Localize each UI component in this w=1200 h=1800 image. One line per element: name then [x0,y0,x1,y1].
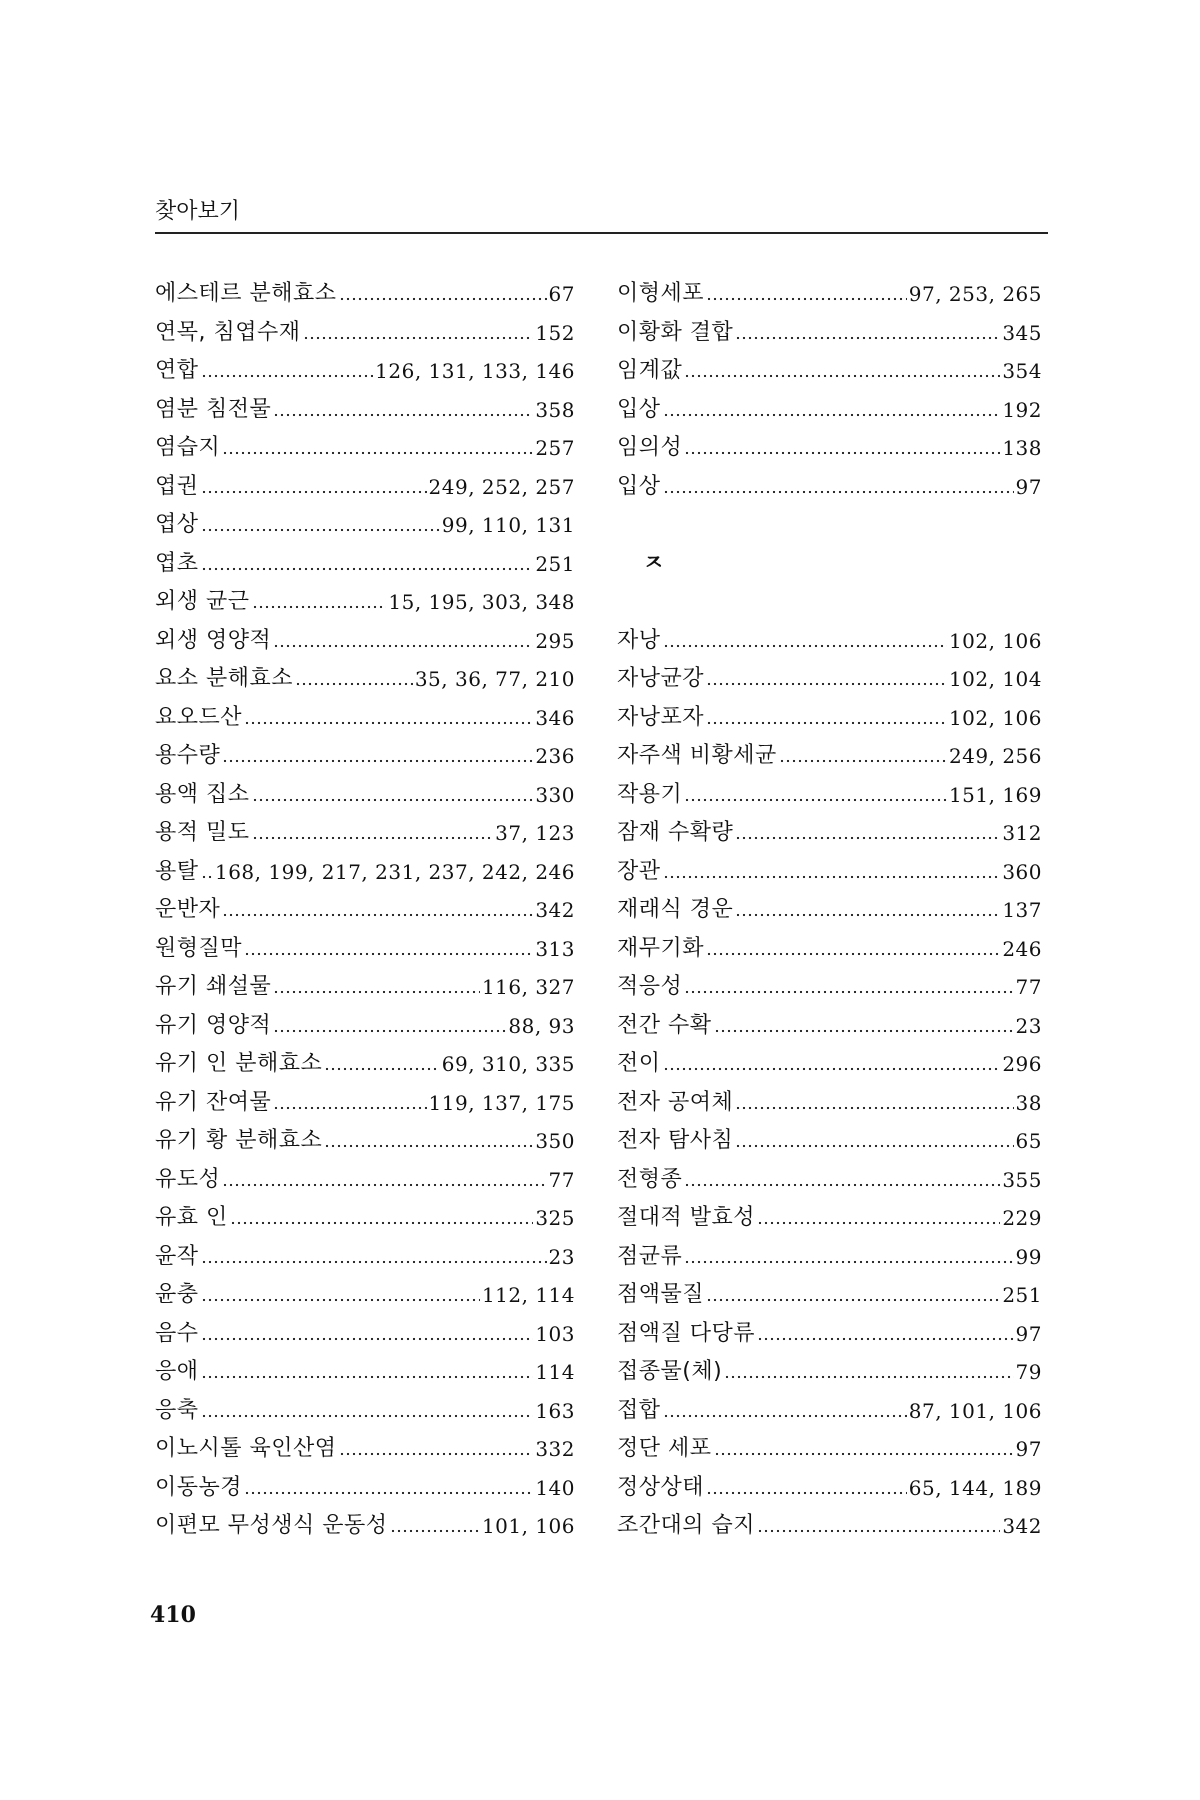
index-term: 원형질막 [155,935,243,961]
index-pages: 97, 253, 265 [908,282,1042,306]
index-entry [617,1007,1042,1046]
index-entry [617,853,1042,892]
index-pages: 97 [1015,1437,1042,1461]
index-pages: 295 [535,628,575,653]
dot-leader [735,1106,1013,1110]
dot-leader [201,1414,534,1418]
index-term: 자주색 비황세균 [617,743,777,768]
dot-leader [714,1029,1014,1033]
dot-leader [273,990,480,994]
dot-leader [244,721,533,725]
index-pages: 97 [1015,474,1042,499]
index-term: 재무기화 [617,935,705,961]
index-pages: 99 [1015,1244,1042,1269]
index-entry [155,814,575,853]
index-term: 유기 쇄설물 [155,974,272,999]
index-pages: 23 [1015,1013,1042,1038]
index-pages: 114 [535,1360,575,1384]
index-entry [617,391,1042,430]
index-entry [155,1084,575,1123]
index-term: 용수량 [155,743,221,768]
index-pages: 79 [1015,1360,1042,1384]
index-entry [155,776,575,815]
dot-leader [779,759,947,763]
index-entry [617,814,1042,853]
dot-leader [303,336,534,340]
index-term: 외생 균근 [155,589,250,614]
index-term: 조간대의 습지 [617,1513,756,1538]
dot-leader [244,952,533,956]
index-entry [617,352,1042,391]
index-term: 연합 [155,358,199,383]
index-term: 운반자 [155,897,221,922]
dot-leader [684,798,947,802]
dot-leader [339,1452,534,1456]
index-entry [155,506,575,545]
index-pages: 251 [1002,1283,1042,1307]
index-pages: 152 [535,320,575,345]
index-term: 응애 [155,1359,199,1384]
index-term: 입상 [617,473,661,499]
dot-leader [663,1414,907,1418]
index-term: 염습지 [155,435,221,460]
dot-leader [222,1183,546,1187]
index-term: 전형종 [617,1166,683,1192]
dot-leader [324,1144,533,1148]
dot-leader [706,1491,907,1495]
dot-leader [706,952,1000,956]
index-entry [155,1469,575,1508]
page-title: 찾아보기 [155,199,241,224]
index-term: 윤작 [155,1243,199,1269]
index-entry [155,391,575,430]
index-pages: 35, 36, 77, 210 [414,667,575,691]
dot-leader [201,490,427,494]
index-entry [155,1161,575,1200]
index-entry [617,275,1042,314]
dot-leader [663,1067,1001,1071]
index-entry [617,968,1042,1007]
index-pages: 345 [1002,320,1042,345]
index-term: 적응성 [617,974,683,999]
index-pages: 313 [535,936,575,961]
index-entry [155,1199,575,1238]
index-entry [617,1045,1042,1084]
dot-leader [324,1067,440,1071]
index-entry [617,468,1042,507]
dot-leader [201,1260,547,1264]
index-pages: 257 [535,436,575,460]
index-entry [617,622,1042,661]
index-entry [617,930,1042,969]
index-entry [155,275,575,314]
index-pages: 23 [548,1244,575,1269]
index-pages: 77 [1015,975,1042,999]
index-pages: 99, 110, 131 [441,513,575,537]
index-pages: 65, 144, 189 [908,1475,1042,1500]
index-pages: 332 [535,1437,575,1461]
index-pages: 65 [1015,1129,1042,1153]
index-term: 유기 황 분해효소 [155,1128,323,1153]
index-entry [155,583,575,622]
dot-leader [222,913,533,917]
index-entry [617,429,1042,468]
index-term: 이노시톨 육인산염 [155,1436,337,1461]
index-term: 접종물(체) [617,1359,723,1384]
index-entry [155,1430,575,1469]
index-term: 자낭균강 [617,666,705,691]
index-term: 이편모 무성생식 운동성 [155,1513,388,1538]
index-entry [617,1238,1042,1277]
dot-leader [244,1491,533,1495]
dot-leader [222,451,533,455]
index-pages: 102, 104 [948,667,1042,691]
blank-line [617,583,1042,622]
index-entry [617,1122,1042,1161]
index-pages: 346 [535,705,575,730]
index-pages: 15, 195, 303, 348 [388,590,575,614]
dot-leader [757,1337,1014,1341]
index-entry [155,1238,575,1277]
index-term: 유효 인 [155,1205,228,1230]
index-pages: 229 [1002,1206,1042,1230]
dot-leader [273,644,533,648]
page-number: 410 [150,1602,196,1628]
index-entry [617,891,1042,930]
index-pages: 251 [535,551,575,576]
dot-leader [201,1337,534,1341]
dot-leader [201,374,374,378]
index-entry [617,660,1042,699]
dot-leader [724,1375,1013,1379]
index-term: 이형세포 [617,281,705,306]
dot-leader [714,1452,1014,1456]
index-term: 유기 인 분해효소 [155,1051,323,1076]
index-entry [155,1122,575,1161]
dot-leader [230,1221,534,1225]
index-entry [155,352,575,391]
dot-leader [252,605,387,609]
dot-leader [684,1260,1013,1264]
dot-leader [706,1298,1000,1302]
index-entry [617,1430,1042,1469]
index-term: 전자 공여체 [617,1089,734,1115]
index-term: 엽권 [155,473,199,499]
index-group-bottom [617,622,1042,1546]
index-entry [155,1045,575,1084]
index-term: 잠재 수확량 [617,820,734,845]
index-entry [617,1276,1042,1315]
index-pages: 67 [548,282,575,306]
dot-leader [201,1375,534,1379]
index-term: 연목, 침엽수재 [155,319,301,345]
index-term: 유기 잔여물 [155,1089,272,1115]
index-pages: 330 [535,782,575,807]
index-term: 엽초 [155,550,199,576]
dot-leader [201,528,440,532]
dot-leader [273,413,533,417]
index-pages: 77 [548,1167,575,1192]
index-term: 재래식 경운 [617,897,734,922]
index-column-left [155,275,575,1546]
index-pages: 138 [1002,436,1042,460]
index-pages: 236 [535,744,575,768]
index-entry [155,891,575,930]
dot-leader [663,644,947,648]
index-term: 응축 [155,1397,199,1423]
index-entry [155,968,575,1007]
index-entry [155,1007,575,1046]
dot-leader [757,1221,1000,1225]
index-entry [617,776,1042,815]
index-entry [617,1161,1042,1200]
index-term: 엽상 [155,512,199,537]
dot-leader [273,1106,426,1110]
index-pages: 192 [1002,397,1042,422]
dot-leader [684,990,1013,994]
dot-leader [735,336,1000,340]
index-pages: 97 [1015,1321,1042,1346]
index-term: 전자 탐사침 [617,1128,734,1153]
dot-leader [201,1298,480,1302]
index-pages: 358 [535,397,575,422]
index-pages: 87, 101, 106 [908,1398,1042,1423]
index-term: 유도성 [155,1166,221,1192]
index-pages: 137 [1002,898,1042,922]
blank-line [617,506,1042,545]
index-entry [155,545,575,584]
index-term: 유기 영양적 [155,1012,272,1038]
dot-leader [684,451,1000,455]
index-entry [617,314,1042,353]
index-term: 요소 분해효소 [155,666,294,691]
index-entry [155,429,575,468]
index-pages: 355 [1002,1167,1042,1192]
index-pages: 296 [1002,1052,1042,1076]
index-pages: 163 [535,1398,575,1423]
index-entry [617,699,1042,738]
index-pages: 168, 199, 217, 231, 237, 242, 246 [214,859,575,884]
dot-leader [390,1529,480,1533]
dot-leader [706,297,907,301]
index-pages: 325 [535,1206,575,1230]
index-entry [155,699,575,738]
dot-leader [684,1183,1000,1187]
index-term: 이동농경 [155,1474,243,1500]
index-term: 점균류 [617,1243,683,1269]
dot-leader [663,413,1001,417]
index-pages: 342 [535,898,575,922]
index-pages: 360 [1002,859,1042,884]
index-entry [617,1315,1042,1354]
index-entry [155,468,575,507]
index-term: 전간 수확 [617,1012,712,1038]
index-pages: 88, 93 [508,1013,575,1038]
index-entry [155,622,575,661]
index-term: 요오드산 [155,704,243,730]
dot-leader [663,875,1001,879]
index-pages: 126, 131, 133, 146 [375,359,575,383]
section-heading: ㅈ [643,550,665,576]
dot-leader [684,374,1000,378]
index-pages: 354 [1002,359,1042,383]
index-term: 자낭포자 [617,704,705,730]
index-term: 전이 [617,1051,661,1076]
index-entry [155,1353,575,1392]
index-pages: 350 [535,1129,575,1153]
index-entry [617,1469,1042,1508]
index-term: 용적 밀도 [155,820,250,845]
index-term: 정상상태 [617,1474,705,1500]
dot-leader [295,682,413,686]
index-term: 염분 침전물 [155,396,272,422]
index-term: 접합 [617,1397,661,1423]
index-pages: 112, 114 [481,1283,575,1307]
index-term: 임의성 [617,435,683,460]
index-term: 점액질 다당류 [617,1320,756,1346]
index-pages: 246 [1002,936,1042,961]
index-entry [617,1507,1042,1546]
index-term: 정단 세포 [617,1436,712,1461]
index-term: 장관 [617,858,661,884]
dot-leader [757,1529,1000,1533]
index-pages: 116, 327 [481,975,575,999]
index-entry [155,1276,575,1315]
index-term: 음수 [155,1320,199,1346]
index-term: 외생 영양적 [155,627,272,653]
dot-leader [252,836,494,840]
index-term: 용탈 [155,858,199,884]
dot-leader [201,875,213,879]
dot-leader [222,759,533,763]
dot-leader [735,913,1000,917]
index-entry [617,1353,1042,1392]
dot-leader [201,567,534,571]
index-entry [617,1392,1042,1431]
index-pages: 38 [1015,1090,1042,1115]
index-group-top [617,275,1042,506]
index-term: 이황화 결합 [617,319,734,345]
index-term: 점액물질 [617,1282,705,1307]
index-pages: 249, 252, 257 [428,474,575,499]
index-entry [155,853,575,892]
index-pages: 119, 137, 175 [428,1090,575,1115]
dot-leader [663,490,1014,494]
index-entry [155,930,575,969]
dot-leader [735,1144,1013,1148]
index-term: 임계값 [617,358,683,383]
index-pages: 101, 106 [481,1514,575,1538]
index-entry [155,314,575,353]
index-term: 용액 집소 [155,781,250,807]
index-pages: 342 [1002,1514,1042,1538]
index-pages: 249, 256 [948,744,1042,768]
index-term: 자낭 [617,627,661,653]
index-entry [155,660,575,699]
dot-leader [735,836,1000,840]
dot-leader [706,721,947,725]
index-entry [155,737,575,776]
running-header [155,192,1048,234]
index-pages: 103 [535,1321,575,1346]
index-entry [155,1315,575,1354]
index-pages: 37, 123 [495,821,575,845]
index-pages: 69, 310, 335 [441,1052,575,1076]
index-entry [155,1392,575,1431]
dot-leader [252,798,534,802]
index-pages: 140 [535,1475,575,1500]
index-term: 작용기 [617,781,683,807]
index-pages: 102, 106 [948,705,1042,730]
index-pages: 151, 169 [948,782,1042,807]
dot-leader [706,682,947,686]
index-pages: 312 [1002,821,1042,845]
dot-leader [339,297,547,301]
index-term: 입상 [617,396,661,422]
index-entry [617,1199,1042,1238]
index-entry [617,737,1042,776]
index-term: 절대적 발효성 [617,1205,756,1230]
index-term: 윤충 [155,1282,199,1307]
index-term: 에스테르 분해효소 [155,281,337,306]
index-entry [617,1084,1042,1123]
index-entry [155,1507,575,1546]
dot-leader [273,1029,506,1033]
index-pages: 102, 106 [948,628,1042,653]
index-column-right [617,275,1042,1546]
